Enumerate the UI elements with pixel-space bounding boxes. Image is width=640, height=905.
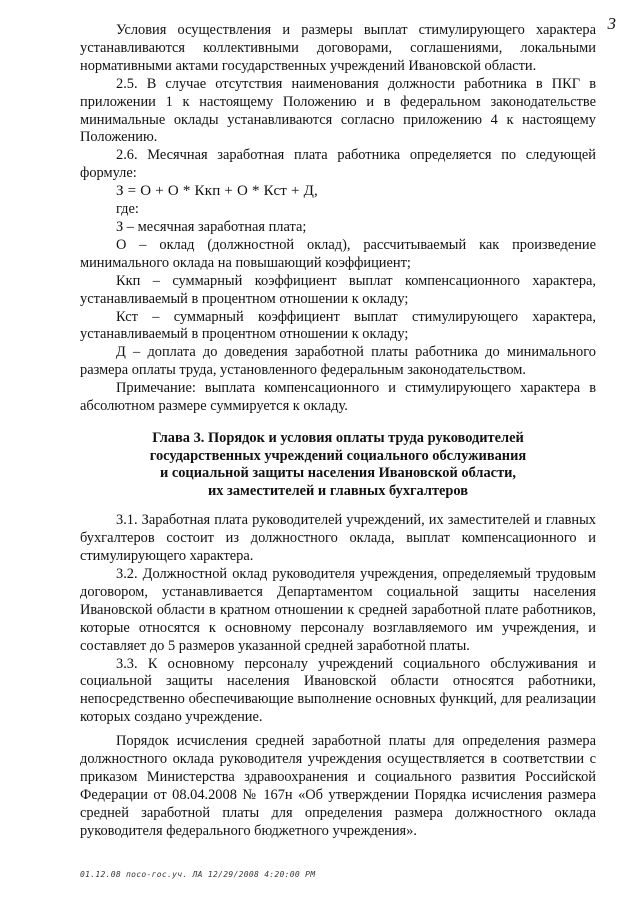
definition-z: З – месячная заработная плата; xyxy=(116,218,307,235)
paragraph-3-2: 3.2. Должностной оклад руководителя учреждения, определяемый трудовым договором, устанавливается Департаментом социальной защиты населения Ивановской области в кратном отношении к средней заработной плате работников, которые относятся к основному персоналу возглавляемого им учреждения, и составляет до 5 размеров указанной средней заработной платы. xyxy=(80,566,596,654)
chapter-title-line: Глава 3. Порядок и условия оплаты труда руководителей xyxy=(152,429,524,446)
definition-o: О – оклад (должностной оклад), рассчитываемый как произведение минимального оклада на повышающий коэффициент; xyxy=(80,236,596,271)
paragraph-conditions: Условия осуществления и размеры выплат стимулирующего характера устанавливаются коллективными договорами, соглашениями, локальными нормативными актами государственных учреждений Ивановской области. xyxy=(80,22,596,74)
where-label: где: xyxy=(116,201,139,218)
definition-d: Д – доплата до доведения заработной платы работника до минимального размера оплаты труда, установленного федеральным законодательством. xyxy=(80,344,596,379)
document-footer: 01.12.08 посо-гос.уч. ЛА 12/29/2008 4:20:00 PM xyxy=(80,870,316,879)
paragraph-2-5: 2.5. В случае отсутствия наименования должности работника в ПКГ в приложении 1 к настоящему Положению и в федеральном законодательстве минимальные оклады устанавливаются согласно приложению 4 к настоящему Положению. xyxy=(80,75,596,146)
definition-kst: Кст – суммарный коэффициент выплат стимулирующего характера, устанавливаемый в процентном отношении к окладу; xyxy=(80,308,596,343)
chapter-title-line: их заместителей и главных бухгалтеров xyxy=(207,482,469,499)
chapter-title-line: государственных учреждений социального обслуживания xyxy=(149,447,527,464)
paragraph-2-6: 2.6. Месячная заработная плата работника определяется по следующей формуле: xyxy=(80,147,596,182)
paragraph-3-1: 3.1. Заработная плата руководителей учреждений, их заместителей и главных бухгалтеров состоит из должностного оклада, выплат компенсационного и стимулирующего характера. xyxy=(80,512,596,565)
chapter-3-title xyxy=(80,430,596,500)
salary-formula: З = О + О * Ккп + О * Кст + Д, xyxy=(116,183,318,200)
chapter-title-line: и социальной защиты населения Ивановской области, xyxy=(159,465,517,482)
page-number: 3 xyxy=(607,14,616,33)
note: Примечание: выплата компенсационного и стимулирующего характера в абсолютном размере суммируется к окладу. xyxy=(80,380,596,415)
paragraph-3-3: 3.3. К основному персоналу учреждений социального обслуживания и социальной защиты населения Ивановской области относятся работники, непосредственно обеспечивающие выполнение основных функций, для реализации которых создано учреждение. xyxy=(80,655,596,726)
definition-kkp: Ккп – суммарный коэффициент выплат компенсационного характера, устанавливаемый в процентном отношении к окладу; xyxy=(80,272,596,307)
document-body xyxy=(80,22,596,841)
paragraph-average-salary: Порядок исчисления средней заработной платы для определения размера должностного оклада руководителя учреждения осуществляется в соответствии с приказом Министерства здравоохранения и социального развития Российской Федерации от 08.04.2008 № 167н «Об утверждении Порядка исчисления размера средней заработной платы для определения размера должностного оклада руководителя федерального бюджетного учреждения». xyxy=(80,733,596,839)
